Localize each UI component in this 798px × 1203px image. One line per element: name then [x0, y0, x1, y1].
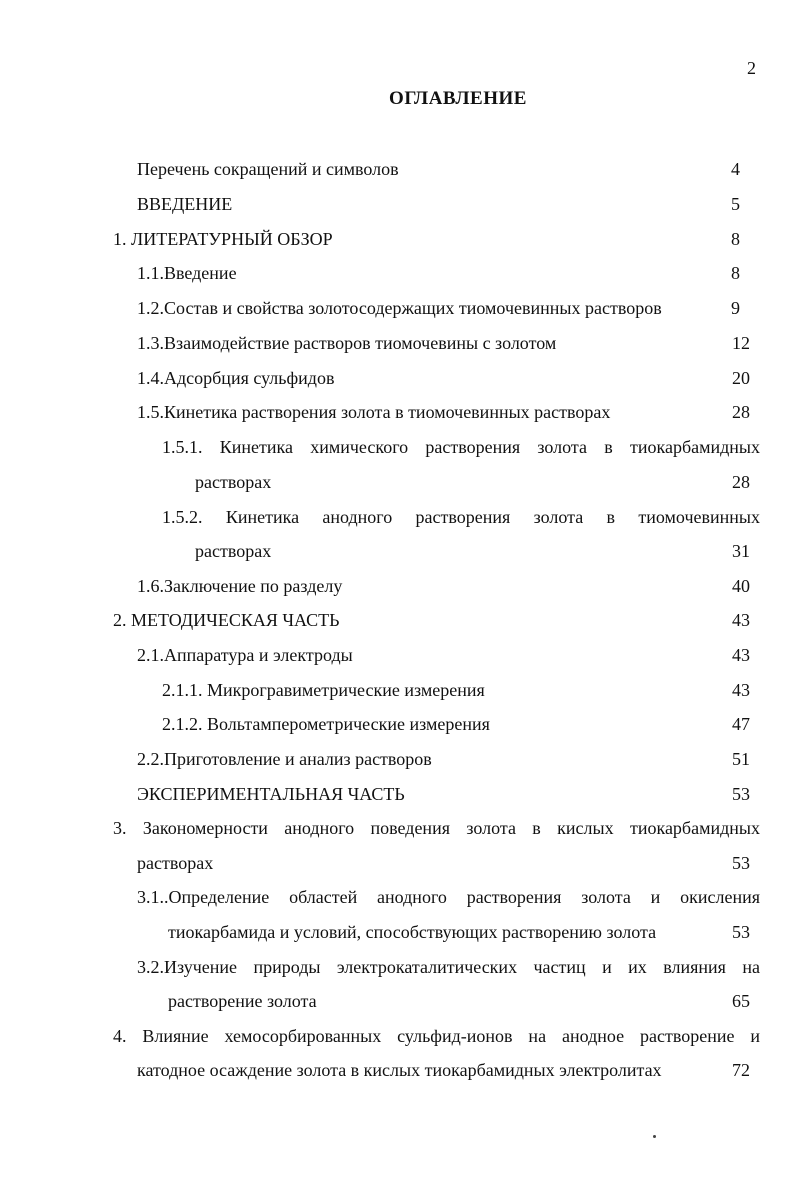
toc-entry-text: 3. Закономерности анодного поведения золота в кислых тиокарбамидных [113, 818, 760, 838]
toc-entry-text: 3.1..Определение областей анодного растворения золота и окисления [137, 887, 760, 907]
toc-entry-text: ЭКСПЕРИМЕНТАЛЬНАЯ ЧАСТЬ [137, 784, 405, 804]
toc-entry-page: 43 [732, 645, 750, 665]
toc-entry-text: 1.3.Взаимодействие растворов тиомочевины с золотом [137, 333, 557, 353]
toc-entry-page: 40 [732, 576, 750, 596]
toc-entry-page: 28 [732, 472, 750, 492]
toc-entry-text: ВВЕДЕНИЕ [137, 194, 233, 214]
toc-entry-page: 53 [732, 784, 750, 804]
toc-entry-text: 4. Влияние хемосорбированных сульфид-ионов на анодное растворение и [113, 1026, 760, 1046]
toc-entry-page: 72 [732, 1060, 750, 1080]
toc-entry-text: 1.1.Введение [137, 263, 237, 283]
toc-entry-page: 65 [732, 991, 750, 1011]
toc-entry-text-continued: растворах [137, 853, 214, 873]
toc-entry-page: 8 [731, 229, 740, 249]
toc-entry-page: 5 [731, 194, 740, 214]
toc-entry-text: 2.1.Аппаратура и электроды [137, 645, 353, 665]
toc-entry-text: 1. ЛИТЕРАТУРНЫЙ ОБЗОР [113, 229, 333, 249]
toc-entry-text: 2.1.1. Микрогравиметрические измерения [162, 680, 485, 700]
toc-entry-text: 1.4.Адсорбция сульфидов [137, 368, 335, 388]
toc-entry-text: 2.1.2. Вольтамперометрические измерения [162, 714, 490, 734]
toc-entry-text: 2.2.Приготовление и анализ растворов [137, 749, 432, 769]
toc-entry-text: 2. МЕТОДИЧЕСКАЯ ЧАСТЬ [113, 610, 340, 630]
toc-entry-text-continued: растворение золота [168, 991, 317, 1011]
toc-entry-text-continued: растворах [195, 541, 272, 561]
toc-entry-page: 51 [732, 749, 750, 769]
toc-entry-page: 4 [731, 159, 740, 179]
toc-entry-text: 1.5.2. Кинетика анодного растворения золота в тиомочевинных [162, 507, 760, 527]
toc-entry-page: 43 [732, 680, 750, 700]
page-number: 2 [747, 58, 756, 78]
toc-entry-page: 12 [732, 333, 750, 353]
page-title: ОГЛАВЛЕНИЕ [389, 88, 527, 109]
toc-entry-text: 1.6.Заключение по разделу [137, 576, 343, 596]
toc-entry-page: 47 [732, 714, 750, 734]
toc-entry-text: 1.5.1. Кинетика химического растворения золота в тиокарбамидных [162, 437, 760, 457]
toc-entry-page: 43 [732, 610, 750, 630]
toc-entry-page: 8 [731, 263, 740, 283]
toc-entry-text: Перечень сокращений и символов [137, 159, 399, 179]
toc-entry-text-continued: тиокарбамида и условий, способствующих растворению золота [168, 922, 657, 942]
toc-entry-text-continued: катодное осаждение золота в кислых тиокарбамидных электролитах [137, 1060, 662, 1080]
toc-entry-text: 3.2.Изучение природы электрокаталитических частиц и их влияния на [137, 957, 760, 977]
toc-entry-page: 9 [731, 298, 740, 318]
toc-entry-text: 1.2.Состав и свойства золотосодержащих тиомочевинных растворов [137, 298, 662, 318]
toc-entry-page: 28 [732, 402, 750, 422]
toc-entry-text-continued: растворах [195, 472, 272, 492]
toc-entry-page: 53 [732, 922, 750, 942]
toc-entry-page: 31 [732, 541, 750, 561]
toc-entry-page: 20 [732, 368, 750, 388]
toc-entry-text: 1.5.Кинетика растворения золота в тиомочевинных растворах [137, 402, 611, 422]
scan-speck [653, 1135, 656, 1138]
toc-entry-page: 53 [732, 853, 750, 873]
